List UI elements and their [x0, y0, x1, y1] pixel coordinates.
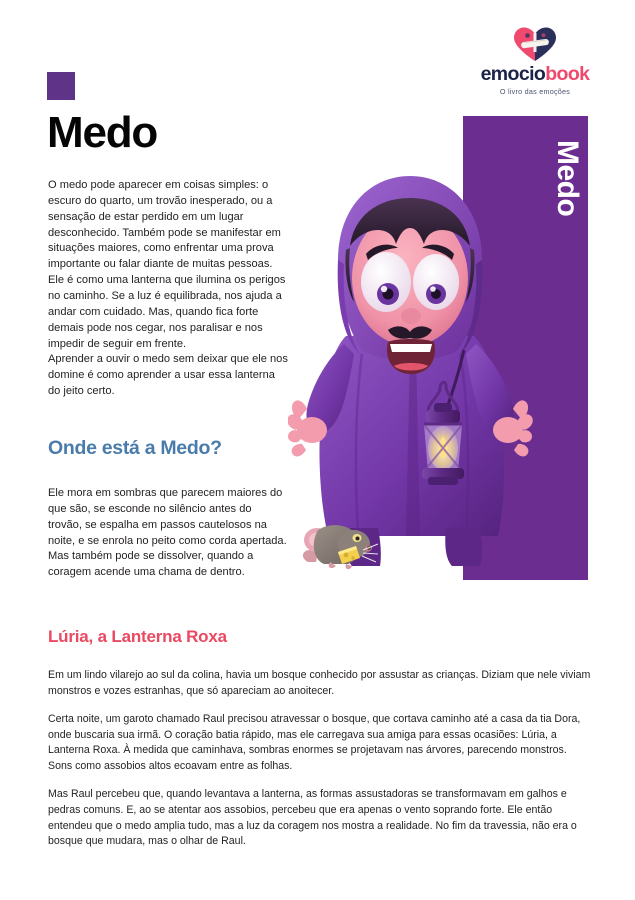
intro-paragraph-2: Ele é como uma lanterna que ilumina os perigos no caminho. Se a luz é equilibrada, nos ajuda a andar com cuidado. Mas, quando fica forte demais pode nos cegar, nos paralisar e nos impedir de seguir em frente. [48, 274, 286, 350]
logo-word-secondary: book [545, 63, 590, 85]
intro-text-block [48, 178, 288, 400]
accent-square [47, 72, 75, 100]
where-text-block [48, 486, 288, 581]
logo-wordmark [465, 65, 605, 85]
logo-word-primary: emocio [480, 63, 546, 85]
brand-logo [465, 26, 605, 96]
broken-heart-bandage-icon [512, 26, 558, 62]
intro-paragraph-3: Aprender a ouvir o medo sem deixar que ele nos domine é como aprender a usar essa lanterna do jeito certo. [48, 353, 288, 398]
section-heading-story: Lúria, a Lanterna Roxa [48, 627, 227, 646]
page-title: Medo [47, 108, 158, 157]
section-heading-where: Onde está a Medo? [48, 437, 222, 459]
side-panel-label: Medo [551, 140, 584, 217]
story-text-block [48, 668, 591, 850]
story-paragraph-2: Certa noite, um garoto chamado Raul precisou atravessar o bosque, que cortava caminho até a casa da tia Dora, onde buscaria sua irmã. O coração batia rápido, mas ele carregava sua amiga para essas ocasiões: Lúria, a Lanterna Roxa. À medida que caminhava, sombras enormes se projetavam nas árvores, parecendo monstros. Sons como assobios altos ecoavam entre as folhas. [48, 713, 581, 772]
story-paragraph-1: Em um lindo vilarejo ao sul da colina, havia um bosque conhecido por assustar as crianças. Diziam que nele viviam monstros e vozes estranhas, que só apareciam ao anoitecer. [48, 669, 591, 697]
intro-paragraph-1: O medo pode aparecer em coisas simples: o escuro do quarto, um trovão inesperado, ou a sensação de estar perdido em um lugar desconhecido. Também pode se manifestar em situações maiores, como enfrentar uma prova importante ou falar diante de muitas pessoas. [48, 179, 281, 271]
where-paragraph-2: Mas também pode se dissolver, quando a coragem acende uma chama de dentro. [48, 550, 254, 579]
mouse-with-cheese [300, 500, 378, 572]
story-paragraph-3: Mas Raul percebeu que, quando levantava a lanterna, as formas assustadoras se transformavam em galhos e pedras comuns. E, ao se atentar aos assobios, percebeu que era apenas o vento soprando forte. Ele então entendeu que o medo amplia tudo, mas a luz da coragem nos mostra a realidade. No fim da travessia, não era o bosque que mudara, mas o olhar de Raul. [48, 788, 577, 848]
logo-tagline: O livro das emoções [499, 87, 571, 96]
where-paragraph-1: Ele mora em sombras que parecem maiores do que são, se esconde no silêncio antes do trovão, se espalha em passos cautelosos na noite, e se enrola no peito como corda apertada. [48, 487, 287, 547]
